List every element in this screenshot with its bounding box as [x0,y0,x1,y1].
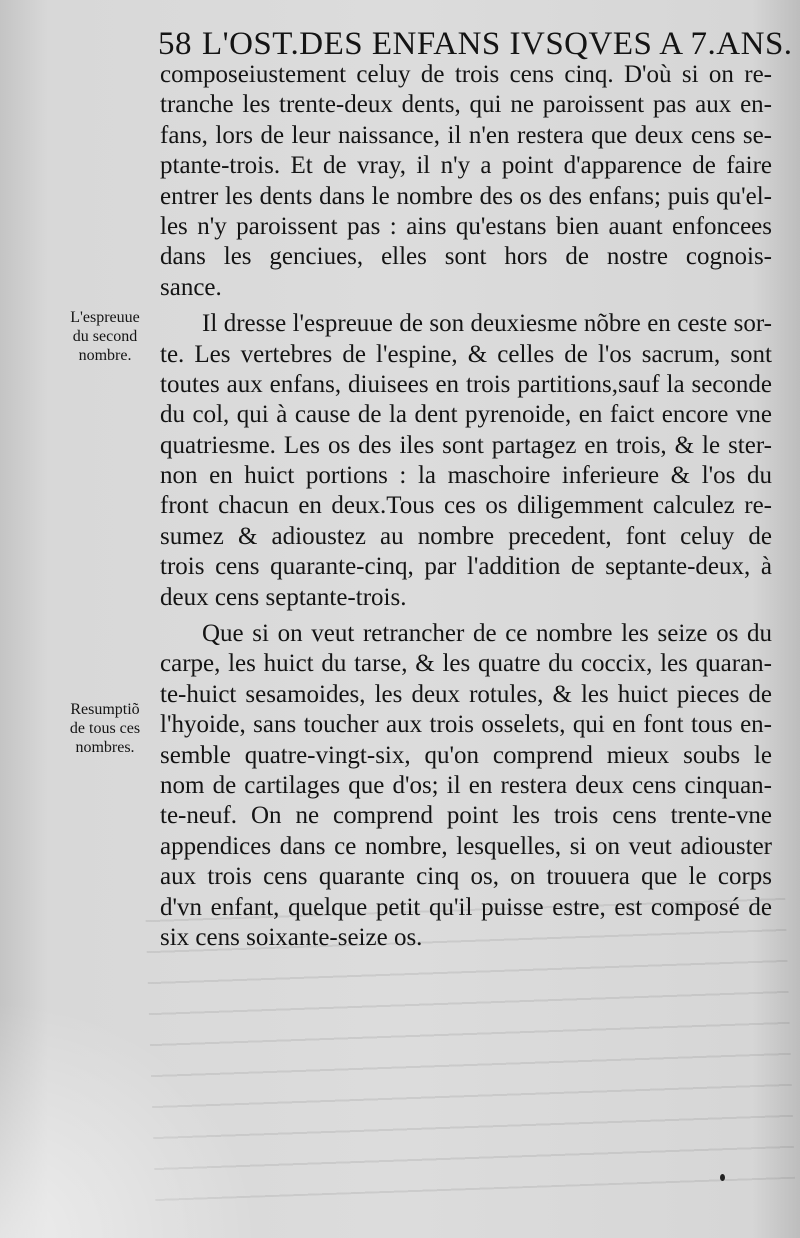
text-line: composeiustement celuy de trois cens cinq. D'où si on re- [160,61,772,88]
text-line: nom de cartilages que d'os; il en restera deux cens cinquan- [160,771,772,799]
text-line: les n'y paroissent pas : ains qu'estans bien auant enfoncees [160,212,772,240]
text-line: Que si on veut retrancher de ce nombre les seize os du [202,620,772,648]
text-line: aux trois cens quarante cinq os, on trouuera que le corps [160,863,772,891]
paragraph-2 [160,309,772,613]
text-line: te. Les vertebres de l'espine, & celles de l'os sacrum, sont [160,340,772,368]
margin-note-line: de tous ces [69,720,141,737]
margin-note-line: Resumptiõ [70,701,140,718]
text-line: quatriesme. Les os des iles sont partagez en trois, & le ster- [160,431,772,459]
text-line: dans les genciues, elles sont hors de nostre cognois- [160,243,772,271]
text-line: appendices dans ce nombre, lesquelles, si on veut adiouster [160,832,772,860]
text-line: front chacun en deux.Tous ces os diligemment calculez re- [160,492,772,520]
text-line: te-huict sesamoides, les deux rotules, & les huict pieces de [160,680,772,708]
main-text [160,60,772,953]
text-line: d'vn enfant, quelque petit qu'il puisse estre, est composé de [160,893,772,921]
running-title: L'OST.DES ENFANS IVSQVES A 7.ANS. [202,26,793,62]
ink-speck [720,1174,725,1181]
text-line: non en huict portions : la maschoire inferieure & l'os du [160,462,772,490]
paper-stain [0,1000,260,1238]
text-line: entrer les dents dans le nombre des os des enfans; puis qu'el- [160,182,772,210]
text-line: tranche les trente-deux dents, qui ne paroissent pas aux en- [160,91,772,119]
margin-note-line: du second [72,328,138,345]
margin-note-line: L'espreuue [70,309,140,326]
margin-note-line: nombres. [75,739,135,756]
text-line: te-neuf. On ne comprend point les trois cens trente-vne [160,802,772,830]
text-line: sumez & adioustez au nombre precedent, font celuy de [160,522,772,550]
paragraph-1 [160,60,772,303]
text-line: semble quatre-vingt-six, qu'on comprend mieux soubs le [160,741,772,769]
text-line: six cens soixante-seize os. [160,923,423,951]
text-line: trois cens quarante-cinq, par l'addition de septante-deux, à [160,553,772,581]
text-line: fans, lors de leur naissance, il n'en restera que deux cens se- [160,121,772,149]
paragraph-3 [160,619,772,953]
text-line: toutes aux enfans, diuisees en trois partitions,sauf la seconde [160,370,772,398]
text-line: l'hyoide, sans toucher aux trois osselets, qui en font tous en- [160,711,772,739]
margin-note-resumption [52,700,158,757]
text-line: carpe, les huict du tarse, & les quatre du coccix, les quaran- [160,650,772,678]
text-line: du col, qui à cause de la dent pyrenoide, en faict encore vne [160,401,772,429]
margin-note-line: nombre. [78,347,132,364]
text-line: Il dresse l'espreuue de son deuxiesme nõbre en ceste sor- [202,310,772,338]
running-header [158,26,793,63]
text-line: deux cens septante-trois. [160,583,407,611]
text-line: sance. [160,273,222,301]
text-line: ptante-trois. Et de vray, il n'y a point d'apparence de faire [160,152,772,180]
margin-note-proof [52,308,158,365]
page-number: 58 [158,26,192,62]
